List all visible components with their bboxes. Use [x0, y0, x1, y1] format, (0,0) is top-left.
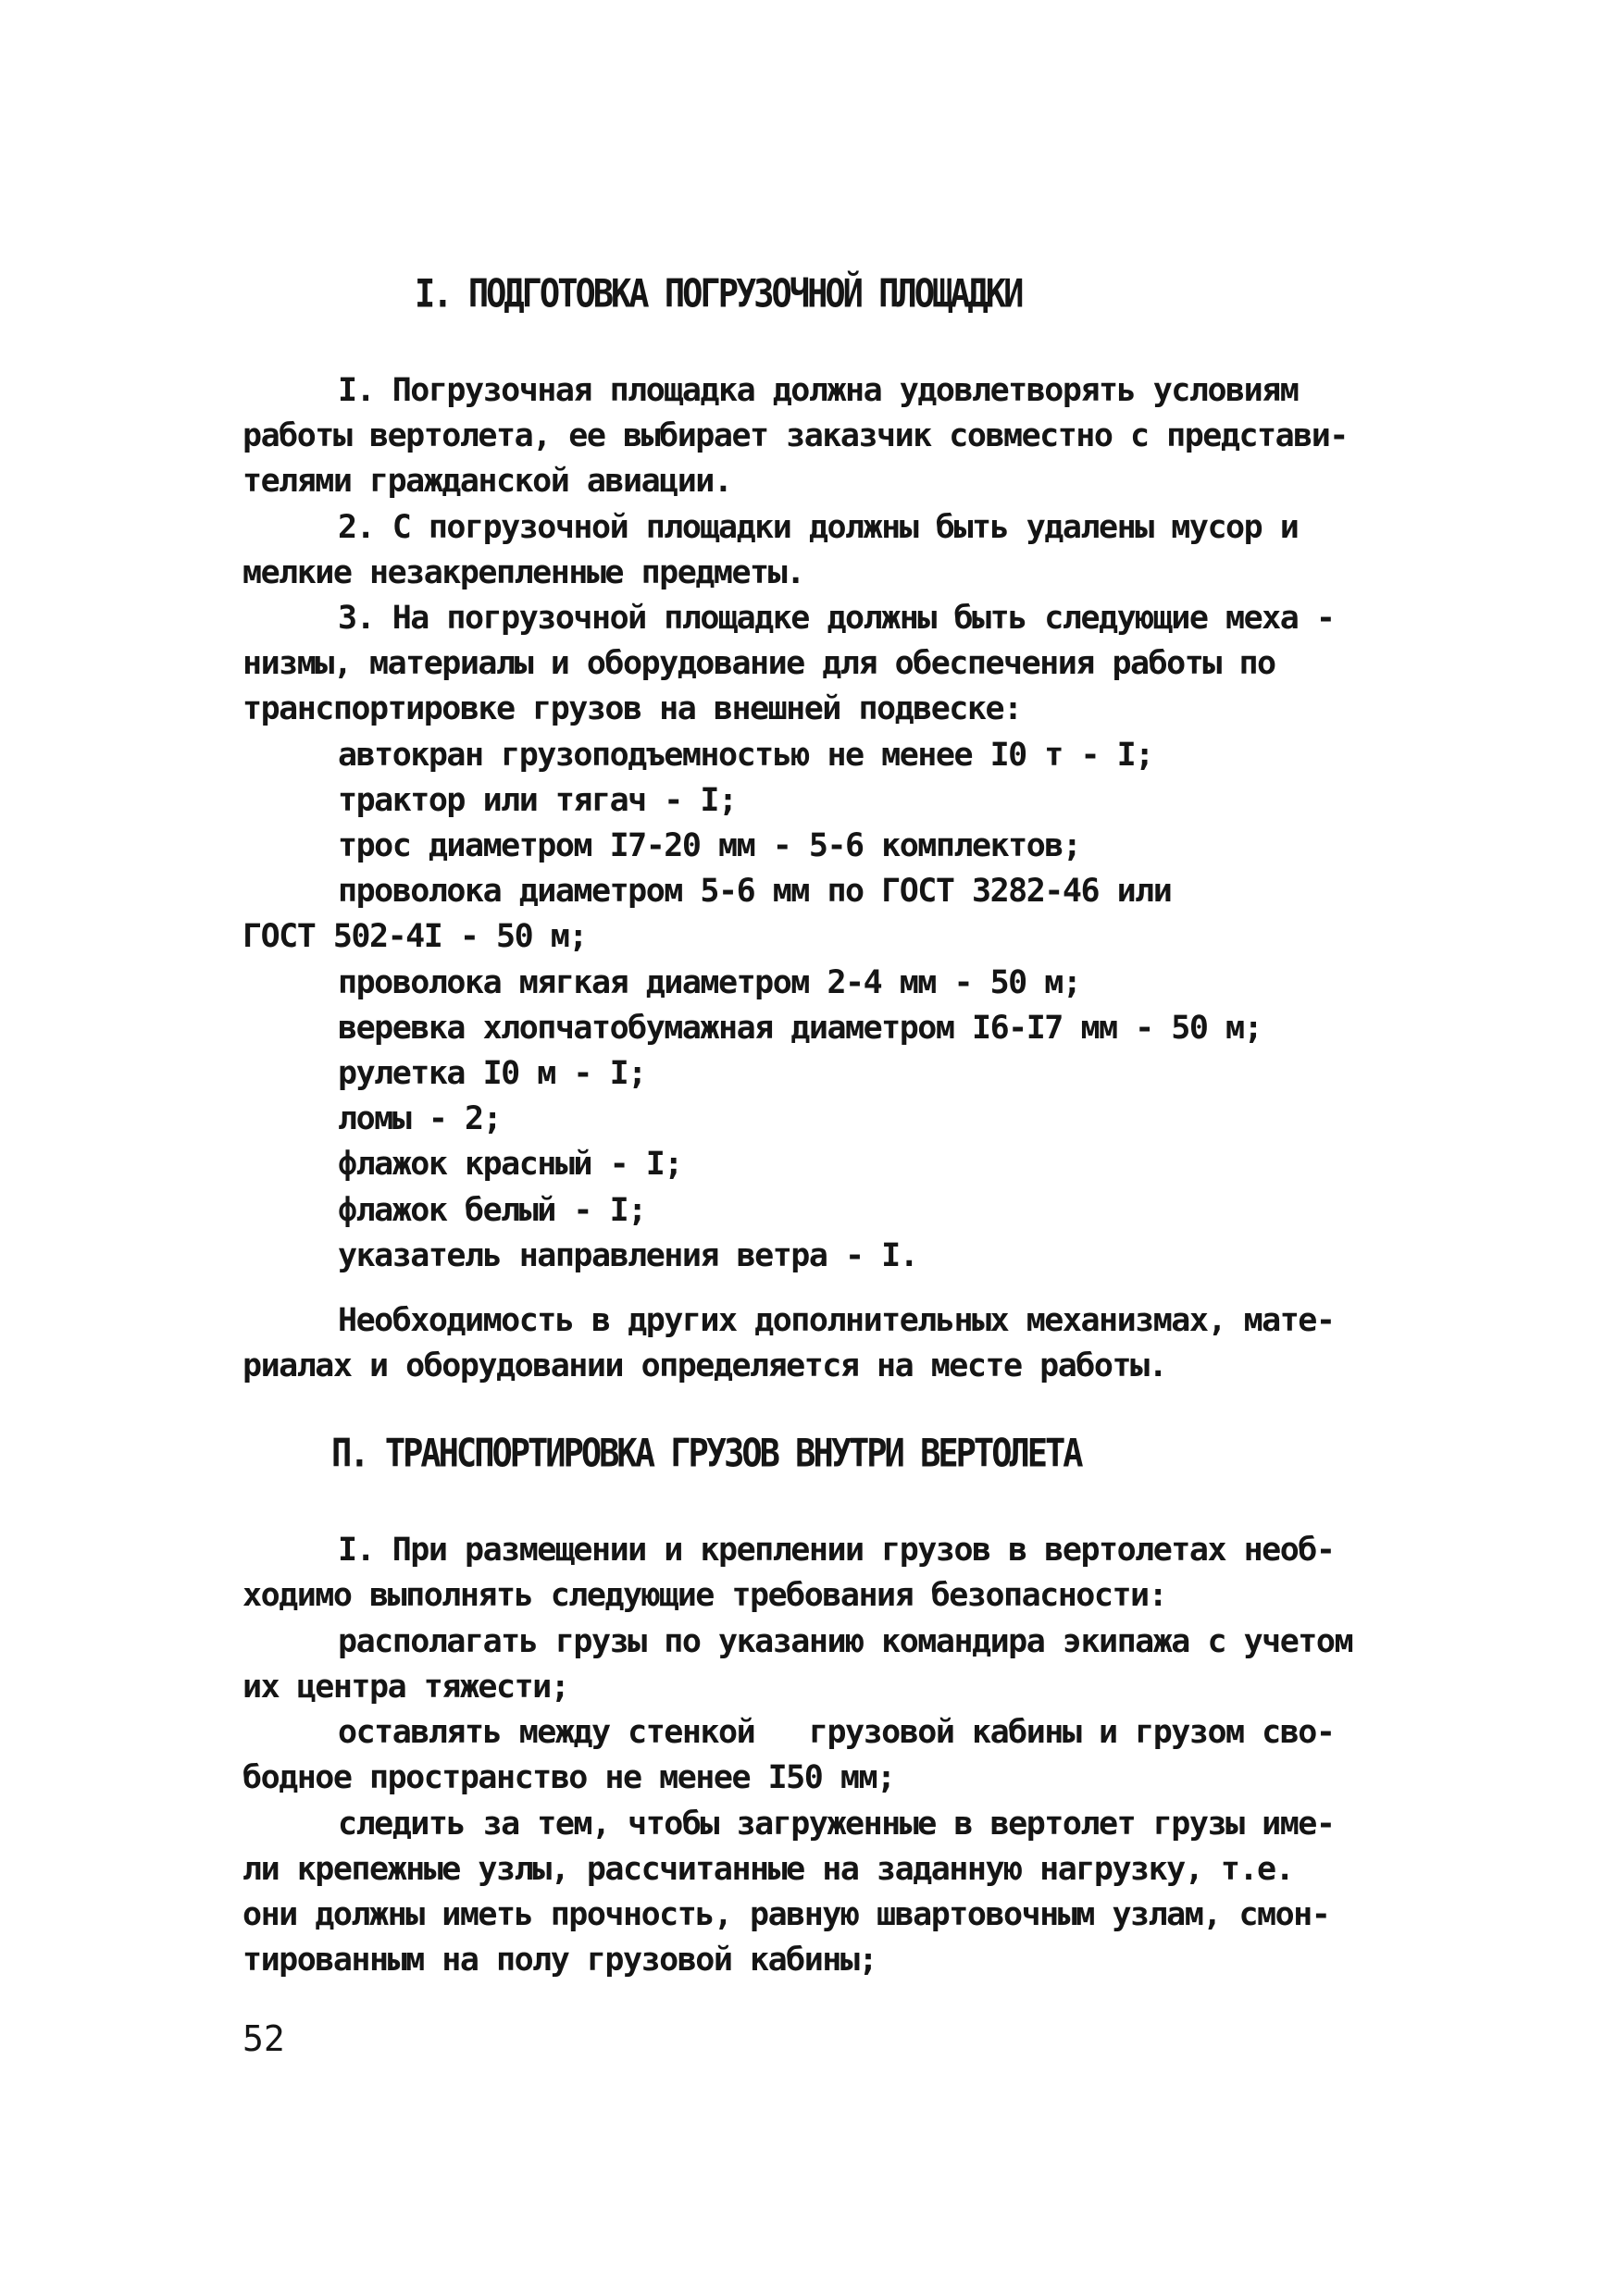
s1-list-item-6: проволока мягкая диаметром 2-4 мм - 50 м; — [338, 964, 1081, 1001]
s2-p1-line-2: ходимо выполнять следующие требования безопасности: — [243, 1577, 1167, 1614]
s1-list-item-7: веревка хлопчатобумажная диаметром I6-I7 мм - 50 м; — [338, 1010, 1263, 1047]
s1-list-item-5: ГОСТ 502-4I - 50 м; — [243, 918, 587, 955]
s1-list-item-4: проволока диаметром 5-6 мм по ГОСТ 3282-46 или — [338, 873, 1172, 910]
s2-p1-line-1: I. При размещении и креплении грузов в вертолетах необ- — [338, 1532, 1335, 1569]
s2-item-line-6: ли крепежные узлы, рассчитанные на заданную нагрузку, т.е. — [243, 1851, 1294, 1888]
s1-list-item-11: флажок белый - I; — [338, 1192, 646, 1229]
s1-list-item-10: флажок красный - I; — [338, 1146, 682, 1183]
s1-p1-line-3: телями гражданской авиации. — [243, 463, 732, 500]
s1-list-item-8: рулетка I0 м - I; — [338, 1055, 646, 1092]
s1-list-item-3: трос диаметром I7-20 мм - 5-6 комплектов; — [338, 827, 1081, 864]
s2-item-line-2: их центра тяжести; — [243, 1669, 569, 1706]
s1-p2-line-2: мелкие незакрепленные предметы. — [243, 554, 804, 591]
page-number: 52 — [243, 2018, 285, 2059]
s1-list-item-9: ломы - 2; — [338, 1100, 502, 1137]
s1-p3-line-1: 3. На погрузочной площадке должны быть следующие меха - — [338, 600, 1335, 637]
s1-p4-line-1: Необходимость в других дополнительных механизмах, мате- — [338, 1302, 1335, 1339]
section-1-heading: I. ПОДГОТОВКА ПОГРУЗОЧНОЙ ПЛОЩАДКИ — [415, 271, 1022, 316]
s1-p4-line-2: риалах и оборудовании определяется на месте работы. — [243, 1347, 1167, 1384]
s2-item-line-1: располагать грузы по указанию командира экипажа с учетом — [338, 1623, 1353, 1660]
s1-p3-line-3: транспортировке грузов на внешней подвеске: — [243, 690, 1022, 727]
s2-item-line-5: следить за тем, чтобы загруженные в вертолет грузы име- — [338, 1806, 1335, 1843]
s1-p1-line-2: работы вертолета, ее выбирает заказчик совместно с представи- — [243, 417, 1348, 454]
s1-p1-line-1: I. Погрузочная площадка должна удовлетворять условиям — [338, 372, 1299, 409]
s1-list-item-2: трактор или тягач - I; — [338, 782, 737, 819]
s1-p3-line-2: низмы, материалы и оборудование для обеспечения работы по — [243, 645, 1275, 682]
s1-p2-line-1: 2. С погрузочной площадки должны быть удалены мусор и — [338, 509, 1299, 546]
s2-item-line-3: оставлять между стенкой грузовой кабины и грузом сво- — [338, 1714, 1335, 1751]
section-2-heading: П. ТРАНСПОРТИРОВКА ГРУЗОВ ВНУТРИ ВЕРТОЛЕТА — [331, 1431, 1081, 1476]
s1-list-item-1: автокран грузоподъемностью не менее I0 т - I; — [338, 737, 1153, 774]
s2-item-line-4: бодное пространство не менее I50 мм; — [243, 1759, 895, 1796]
s2-item-line-7: они должны иметь прочность, равную швартовочным узлам, смон- — [243, 1896, 1330, 1933]
s1-list-item-12: указатель направления ветра - I. — [338, 1237, 918, 1274]
s2-item-line-8: тированным на полу грузовой кабины; — [243, 1942, 877, 1979]
